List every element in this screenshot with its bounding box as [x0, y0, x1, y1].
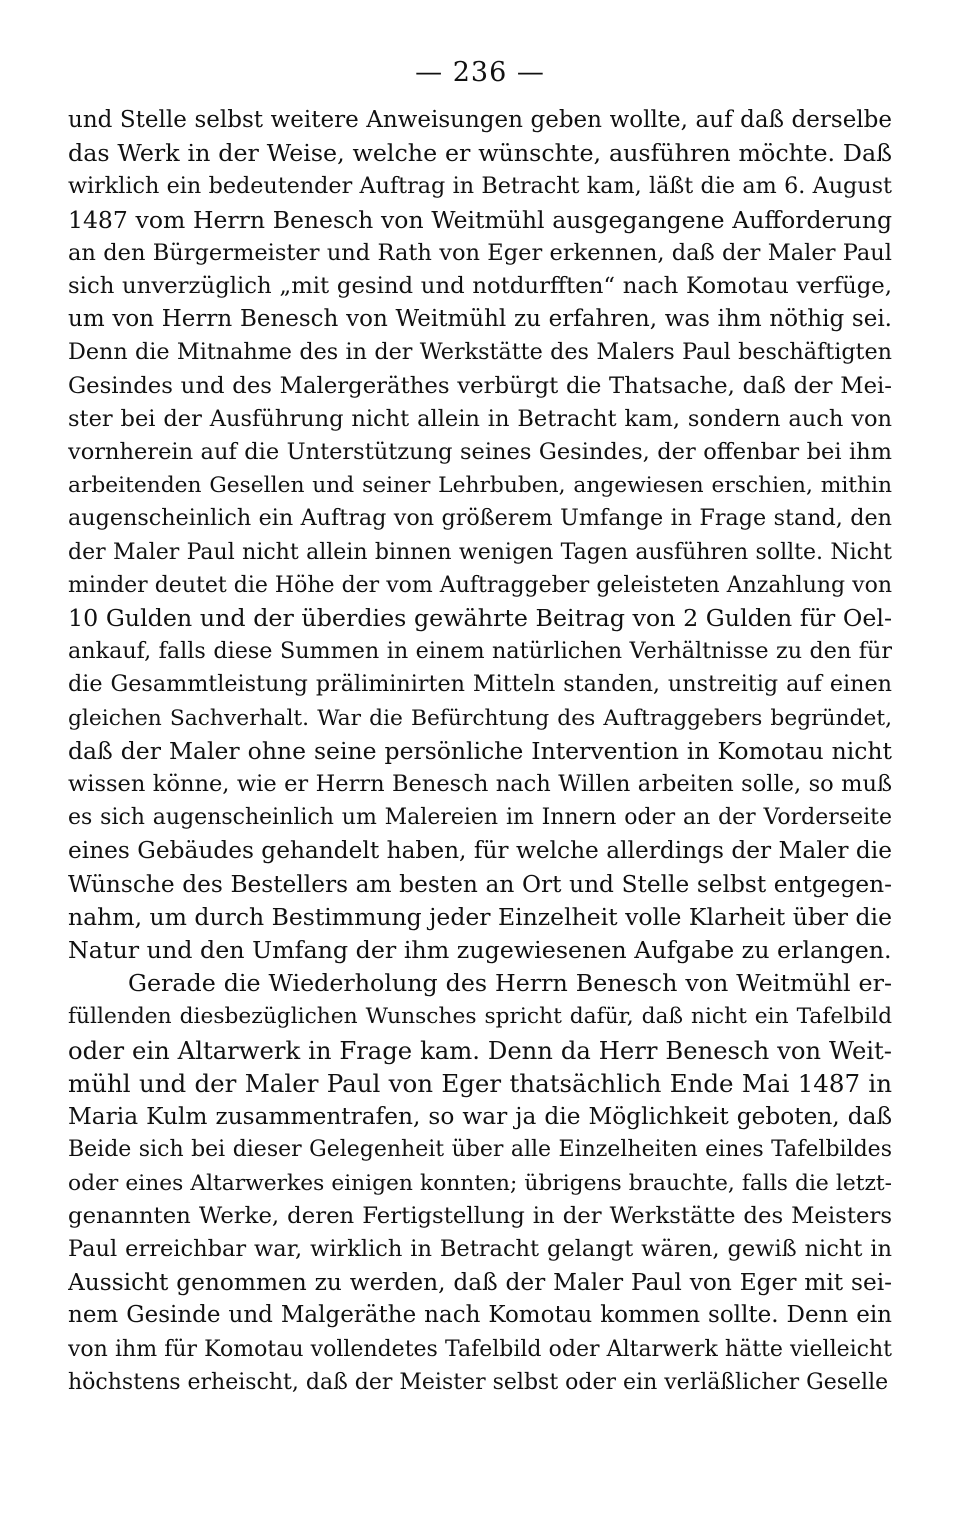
text-line: das Werk in der Weise, welche er wünschte, ausführen möchte. Daß — [68, 139, 892, 168]
text-line: arbeitenden Gesellen und seiner Lehrbuben, angewiesen erschien, mithin — [68, 473, 892, 499]
text-line: augenscheinlich ein Auftrag von größerem Umfange in Frage stand, den — [68, 505, 892, 532]
text-line: 1487 vom Herrn Benesch von Weitmühl ausgegangene Aufforderung — [68, 205, 892, 234]
text-line: von ihm für Komotau vollendetes Tafelbild oder Altarwerk hätte vielleicht — [68, 1336, 892, 1362]
paragraph-1 — [68, 104, 892, 967]
text-line: ankauf, falls diese Summen in einem natürlichen Verhältnisse zu den für — [68, 638, 892, 665]
text-line: sich unverzüglich „mit gesind und notdurfften“ nach Komotau verfüge, — [68, 273, 892, 300]
text-line: oder eines Altarwerkes einigen konnten; übrigens brauchte, falls die letzt- — [68, 1170, 892, 1196]
text-line: höchstens erheischt, daß der Meister selbst oder ein verläßlicher Geselle — [68, 1369, 889, 1395]
page-number: — 236 — — [415, 57, 545, 88]
text-line: es sich augenscheinlich um Malereien im Innern oder an der Vorderseite — [68, 805, 892, 831]
text-line: nahm, um durch Bestimmung jeder Einzelheit volle Klarheit über die — [68, 902, 892, 931]
text-line: oder ein Altarwerk in Frage kam. Denn da Herr Benesch von Weit- — [68, 1035, 892, 1065]
text-line: daß der Maler ohne seine persönliche Intervention in Komotau nicht — [68, 736, 892, 765]
text-line: die Gesammtleistung präliminirten Mitteln standen, unstreitig auf einen — [68, 671, 892, 698]
text-line: Denn die Mitnahme des in der Werkstätte des Malers Paul beschäftigten — [68, 339, 892, 366]
text-line: vornherein auf die Unterstützung seines Gesindes, der offenbar bei ihm — [68, 439, 892, 466]
text-line: minder deutet die Höhe der vom Auftraggeber geleisteten Anzahlung von — [68, 572, 892, 598]
text-line: Beide sich bei dieser Gelegenheit über alle Einzelheiten eines Tafelbildes — [68, 1137, 892, 1163]
body-text — [68, 104, 892, 1399]
text-line: 10 Gulden und der überdies gewährte Beitrag von 2 Gulden für Oel- — [68, 604, 892, 633]
text-line: um von Herrn Benesch von Weitmühl zu erfahren, was ihm nöthig sei. — [68, 306, 892, 333]
text-line: und Stelle selbst weitere Anweisungen geben wollte, auf daß derselbe — [68, 107, 892, 133]
text-line: ster bei der Ausführung nicht allein in Betracht kam, sondern auch von — [68, 405, 892, 432]
text-line: Aussicht genommen zu werden, daß der Maler Paul von Eger mit sei- — [68, 1269, 892, 1297]
text-line: füllenden diesbezüglichen Wunsches spricht dafür, daß nicht ein Tafelbild — [68, 1004, 892, 1030]
text-line: wissen könne, wie er Herrn Benesch nach Willen arbeiten solle, so muß — [68, 771, 892, 798]
text-line: nem Gesinde und Malgeräthe nach Komotau kommen sollte. Denn ein — [68, 1302, 892, 1329]
text-line: genannten Werke, deren Fertigstellung in der Werkstätte des Meisters — [68, 1202, 892, 1229]
paragraph-2 — [68, 967, 892, 1399]
text-line: Natur und den Umfang der ihm zugewiesenen Aufgabe zu erlangen. — [68, 936, 892, 965]
text-line: Maria Kulm zusammentrafen, so war ja die Möglichkeit geboten, daß — [68, 1103, 892, 1131]
text-line: der Maler Paul nicht allein binnen wenigen Tagen ausführen sollte. Nicht — [68, 539, 892, 565]
text-line: Wünsche des Bestellers am besten an Ort und Stelle selbst entgegen- — [68, 870, 892, 898]
text-line: Paul erreichbar war, wirklich in Betracht gelangt wären, gewiß nicht in — [68, 1235, 892, 1262]
text-line: Gesindes und des Malergeräthes verbürgt die Thatsache, daß der Mei- — [68, 372, 892, 399]
text-line: mühl und der Maler Paul von Eger thatsächlich Ende Mai 1487 in — [68, 1068, 892, 1098]
text-line: wirklich ein bedeutender Auftrag in Betracht kam, läßt die am 6. August — [68, 173, 892, 200]
text-line: eines Gebäudes gehandelt haben, für welche allerdings der Maler die — [68, 837, 892, 865]
text-line: Gerade die Wiederholung des Herrn Benesch von Weitmühl er- — [128, 969, 892, 998]
text-line: an den Bürgermeister und Rath von Eger erkennen, daß der Maler Paul — [68, 239, 892, 266]
text-line: gleichen Sachverhalt. War die Befürchtung des Auftraggebers begründet, — [68, 705, 892, 731]
